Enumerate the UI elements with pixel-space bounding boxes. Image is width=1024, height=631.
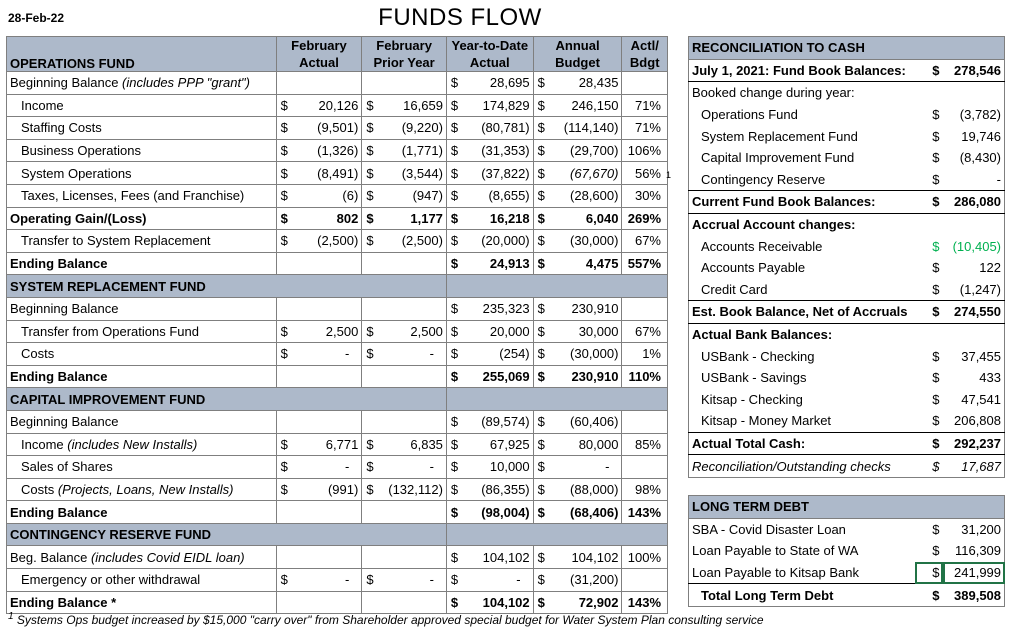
col-feb-actual: February Actual bbox=[276, 37, 362, 72]
reconciliation-row: Accrual Account changes: bbox=[692, 217, 856, 233]
reconciliation-row: Operations Fund $ (3,782) bbox=[701, 107, 1001, 123]
reconciliation-row: Credit Card $ (1,247) bbox=[701, 281, 1001, 297]
table-row: Staffing Costs $ (9,501) $ (9,220) $ (80,781) $ (114,140) 71% bbox=[7, 117, 668, 140]
funds-table bbox=[6, 36, 668, 614]
table-row: Costs (Projects, Loans, New Installs) $ (991) $ (132,112) $ (86,355) $ (88,000) 98% bbox=[7, 478, 668, 501]
report-date: 28-Feb-22 bbox=[8, 11, 65, 25]
table-row: Ending Balance $ (98,004) $ (68,406) 143% bbox=[7, 501, 668, 524]
reconciliation-row: USBank - Savings $ 433 bbox=[701, 370, 1001, 386]
footnote: $^1$ Systems Ops budget increased by $15,000 "carry over" from Shareholder approved special budget for Water System Plan consulting service bbox=[8, 611, 764, 627]
col-actl-bdgt: Actl/ Bdgt bbox=[622, 37, 668, 72]
long-term-debt-table bbox=[688, 495, 1005, 607]
reconciliation-row: Est. Book Balance, Net of Accruals $ 274,550 bbox=[689, 301, 1005, 324]
reconciliation-row: Contingency Reserve $ - bbox=[701, 171, 1001, 187]
table-row: Beginning Balance (includes PPP "grant") $ 28,695 $ 28,435 bbox=[7, 72, 668, 95]
table-row: Income $ 20,126 $ 16,659 $ 174,829 $ 246,150 71% bbox=[7, 94, 668, 117]
table-row: Costs $ - $ - $ (254) $ (30,000) 1% bbox=[7, 343, 668, 366]
debt-row: Loan Payable to State of WA $ 116,309 bbox=[692, 543, 1002, 559]
table-row: Ending Balance $ 255,069 $ 230,910 110% bbox=[7, 365, 668, 388]
reconciliation-row: System Replacement Fund $ 19,746 bbox=[701, 128, 1001, 144]
reconciliation-row: Capital Improvement Fund $ (8,430) bbox=[701, 150, 1001, 166]
table-row: Sales of Shares $ - $ - $ 10,000 $ - bbox=[7, 456, 668, 479]
debt-title-row: LONG TERM DEBT bbox=[689, 496, 1005, 519]
table-row: Income (includes New Installs) $ 6,771 $ 6,835 $ 67,925 $ 80,000 85% bbox=[7, 433, 668, 456]
section-header: CONTINGENCY RESERVE FUND bbox=[7, 523, 668, 546]
table-row: System Operations $ (8,491) $ (3,544) $ (37,822) $ (67,670) 56% bbox=[7, 162, 668, 185]
table-row: Taxes, Licenses, Fees (and Franchise) $ (6) $ (947) $ (8,655) $ (28,600) 30% bbox=[7, 184, 668, 207]
reconciliation-row: Current Fund Book Balances: $ 286,080 bbox=[689, 191, 1005, 214]
reconciliation-row: Booked change during year: bbox=[692, 85, 855, 101]
col-annual-budget: Annual Budget bbox=[533, 37, 622, 72]
reconciliation-row: Accounts Payable $ 122 bbox=[701, 260, 1001, 276]
footnote-marker: 1 bbox=[666, 170, 672, 180]
reconciliation-row: USBank - Checking $ 37,455 bbox=[701, 348, 1001, 364]
section-header: CAPITAL IMPROVEMENT FUND bbox=[7, 388, 668, 411]
reconciliation-row: July 1, 2021: Fund Book Balances: $ 278,546 bbox=[689, 59, 1005, 82]
table-row: Beginning Balance $ 235,323 $ 230,910 bbox=[7, 297, 668, 320]
col-ytd-actual: Year-to-Date Actual bbox=[446, 37, 533, 72]
table-row: Beginning Balance $ (89,574) $ (60,406) bbox=[7, 410, 668, 433]
ops-fund-title: OPERATIONS FUND bbox=[7, 37, 277, 72]
page-title: FUNDS FLOW bbox=[378, 4, 542, 31]
header-row bbox=[7, 37, 668, 72]
table-row: Business Operations $ (1,326) $ (1,771) $ (31,353) $ (29,700) 106% bbox=[7, 139, 668, 162]
table-row: Transfer from Operations Fund $ 2,500 $ 2,500 $ 20,000 $ 30,000 67% bbox=[7, 320, 668, 343]
reconciliation-row: Kitsap - Money Market $ 206,808 bbox=[701, 413, 1001, 429]
debt-row: SBA - Covid Disaster Loan $ 31,200 bbox=[692, 521, 1002, 537]
table-row: Operating Gain/(Loss) $ 802 $ 1,177 $ 16,218 $ 6,040 269% bbox=[7, 207, 668, 230]
reconciliation-row: Reconciliation/Outstanding checks $ 17,687 bbox=[692, 458, 1001, 474]
table-row: Transfer to System Replacement $ (2,500) $ (2,500) $ (20,000) $ (30,000) 67% bbox=[7, 230, 668, 253]
section-header: SYSTEM REPLACEMENT FUND bbox=[7, 275, 668, 298]
debt-row: Total Long Term Debt $ 389,508 bbox=[689, 584, 1005, 607]
reconciliation-title-row: RECONCILIATION TO CASH bbox=[689, 37, 1005, 60]
col-feb-prior: February Prior Year bbox=[362, 37, 447, 72]
reconciliation-table bbox=[688, 36, 1005, 478]
table-row: Emergency or other withdrawal $ - $ - $ - $ (31,200) bbox=[7, 569, 668, 592]
reconciliation-row: Accounts Receivable $ (10,405) bbox=[701, 238, 1001, 254]
table-row: Ending Balance * $ 104,102 $ 72,902 143% bbox=[7, 591, 668, 614]
reconciliation-row: Actual Bank Balances: bbox=[692, 327, 833, 343]
reconciliation-row: Actual Total Cash: $ 292,237 bbox=[689, 432, 1005, 455]
table-row: Ending Balance $ 24,913 $ 4,475 557% bbox=[7, 252, 668, 275]
table-row: Beg. Balance (includes Covid EIDL loan) $ 104,102 $ 104,102 100% bbox=[7, 546, 668, 569]
reconciliation-row: Kitsap - Checking $ 47,541 bbox=[701, 391, 1001, 407]
debt-row: Loan Payable to Kitsap Bank $ 241,999 bbox=[689, 562, 1005, 584]
